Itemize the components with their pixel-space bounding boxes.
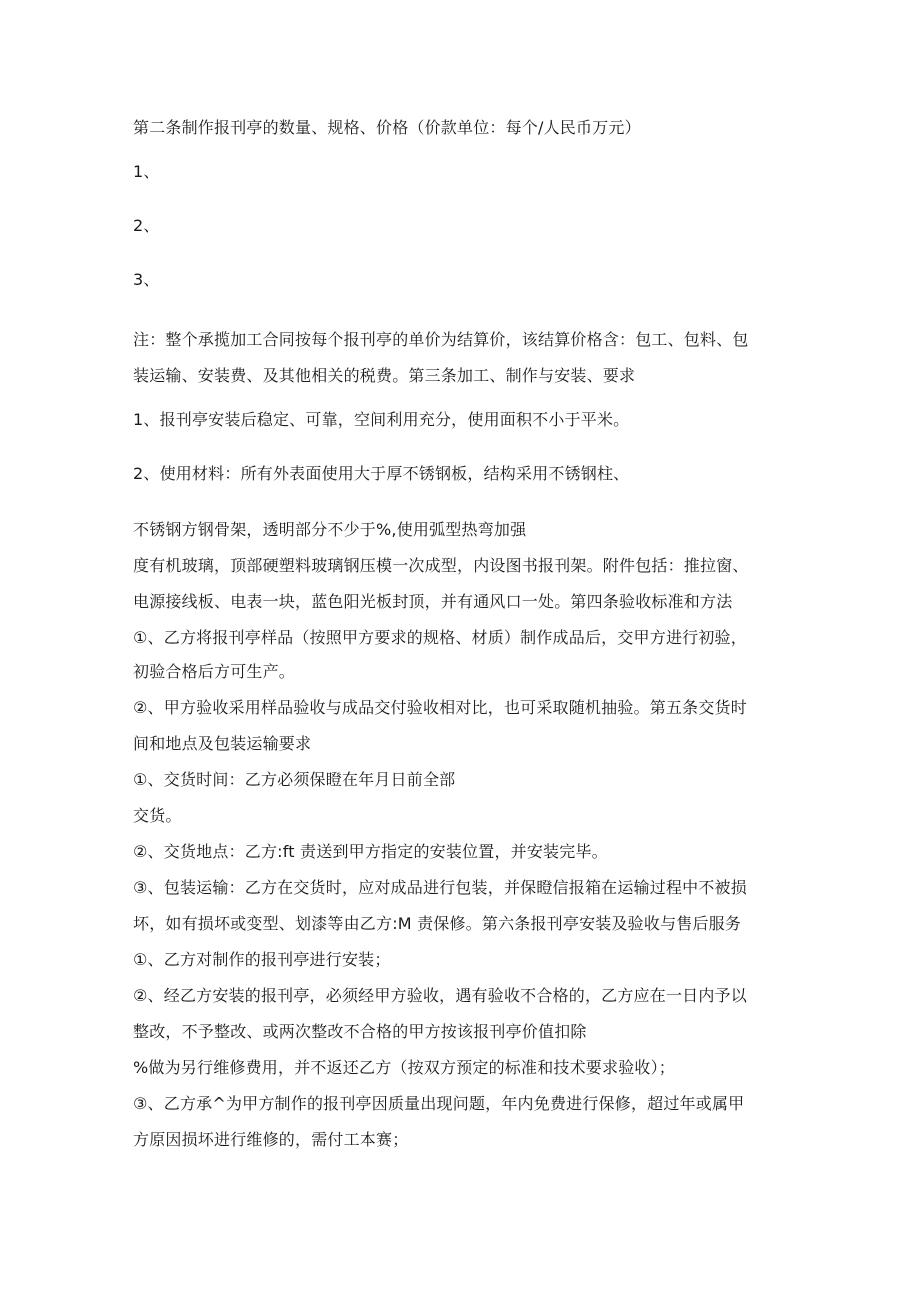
installation-2-line-3: %做为另行维修费用，并不返还乙方（按双方预定的标准和技术要求验收）； xyxy=(133,1058,676,1077)
warranty-line-1: ③、乙方承^为甲方制作的报刊亭因质量出现问题，年内免费进行保修，超过年或属甲 xyxy=(133,1094,745,1113)
inspection-1-line-1: ①、乙方将报刊亭样品（按照甲方要求的规格、材质）制作成品后，交甲方进行初验， xyxy=(133,628,747,647)
materials-line-1: 不锈钢方钢骨架，透明部分不少于%,使用弧型热弯加强 xyxy=(133,520,527,539)
materials-line-2: 度有机玻璃，顶部硬塑料玻璃钢压模一次成型，内设图书报刊架。附件包括：推拉窗、 xyxy=(133,556,749,575)
article-2-heading: 第二条制作报刊亭的数量、规格、价格（价款单位：每个/人民币万元） xyxy=(133,118,641,137)
warranty-line-2: 方原因损坏进行维修的，需付工本赛； xyxy=(133,1130,409,1149)
requirement-1-line: 1、报刊亭安装后稳定、可靠，空间利用充分，使用面积不小于平米。 xyxy=(133,410,630,429)
installation-2-line-2: 整改，不予整改、或两次整改不合格的甲方按该报刊亭价值扣除 xyxy=(133,1022,587,1041)
packaging-line-2: 坏，如有损坏或变型、划漆等由乙方:M 责保修。第六条报刊亭安装及验收与售后服务 xyxy=(133,914,742,933)
item-1-line: 1、 xyxy=(133,162,160,181)
note-paragraph-line-1: 注：整个承揽加工合同按每个报刊亭的单价为结算价，该结算价格含：包工、包料、包 xyxy=(133,330,749,349)
inspection-2-line-2: 间和地点及包装运输要求 xyxy=(133,734,312,753)
delivery-time-line-1: ①、交货时间：乙方必须保瞪在年月日前全部 xyxy=(133,770,456,789)
installation-2-line-1: ②、经乙方安装的报刊亭，必须经甲方验收，遇有验收不合格的，乙方应在一日内予以 xyxy=(133,986,747,1005)
materials-line-3: 电源接线板、电表一块，蓝色阳光板封顶，并有通风口一处。第四条验收标准和方法 xyxy=(133,592,733,611)
requirement-2-line: 2、使用材料：所有外表面使用大于厚不锈钢板，结构采用不锈钢柱、 xyxy=(133,464,630,483)
installation-1-line: ①、乙方对制作的报刊亭进行安装； xyxy=(133,950,391,969)
item-2-line: 2、 xyxy=(133,216,160,235)
inspection-1-line-2: 初验合格后方可生产。 xyxy=(133,662,296,681)
note-paragraph-line-2: 装运输、安装费、及其他相关的税费。第三条加工、制作与安装、要求 xyxy=(133,366,636,385)
packaging-line-1: ③、包装运输：乙方在交货时，应对成品进行包装，并保瞪信报箱在运输过程中不被损 xyxy=(133,878,747,897)
delivery-location-line: ②、交货地点：乙方:ft 责送到甲方指定的安装位置，并安装完毕。 xyxy=(133,842,608,861)
inspection-2-line-1: ②、甲方验收采用样品验收与成品交付验收相对比，也可采取随机抽验。第五条交货时 xyxy=(133,698,747,717)
delivery-time-line-2: 交货。 xyxy=(133,806,182,825)
item-3-line: 3、 xyxy=(133,270,160,289)
